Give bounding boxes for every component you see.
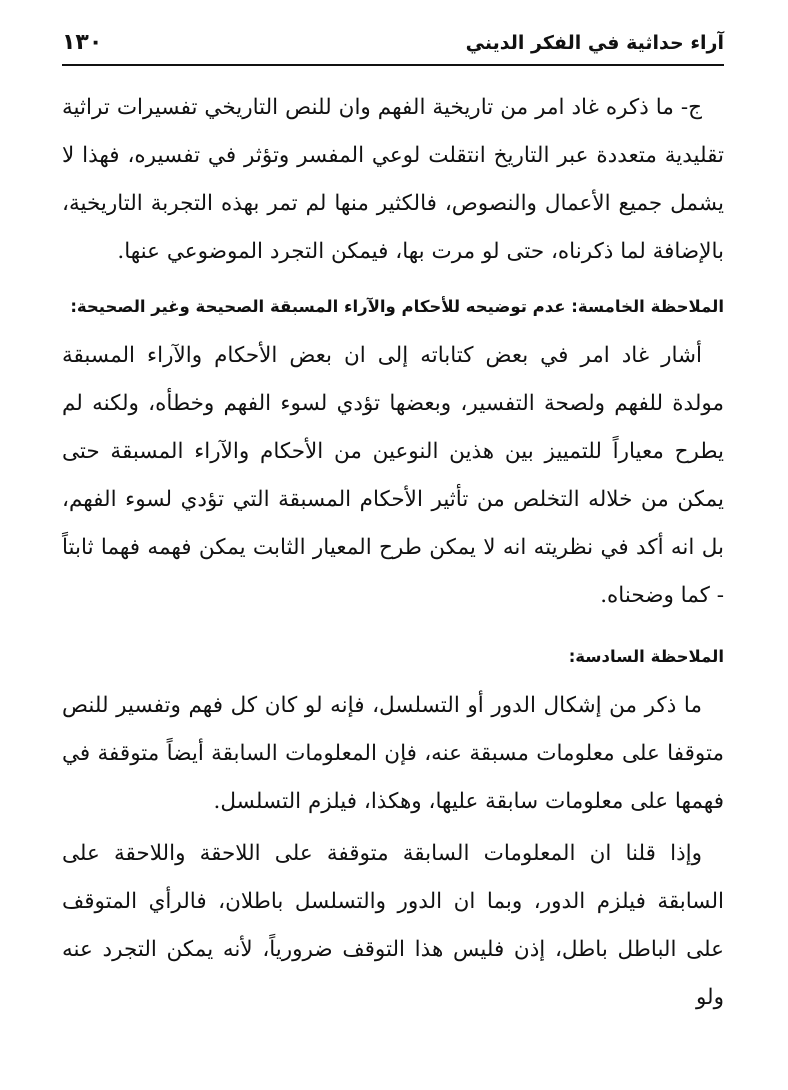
paragraph-fifth-note: أشار غاد امر في بعض كتاباته إلى ان بعض الأحكام والآراء المسبقة مولدة للفهم ولصحة التفسير، وبعضها تؤدي لسوء الفهم وخطأه، ولكنه لم يطرح معياراً للتمييز بين هذين النوعين من الأحكام والآراء المسبقة حتى يمكن من خلاله التخلص من تأثير الأحكام المسبقة التي تؤدي لسوء الفهم، بل انه أكد في نظريته انه لا يمكن طرح المعيار الثابت يمكن فهمه فهما ثابتاً - كما وضحناه. (62, 343, 724, 608)
section-heading-fifth-note: الملاحظة الخامسة: عدم توضيحه للأحكام والآراء المسبقة الصحيحة وغير الصحيحة: (70, 297, 724, 316)
paragraph-circularity: وإذا قلنا ان المعلومات السابقة متوقفة على اللاحقة واللاحقة على السابقة فيلزم الدور، وبما ان الدور والتسلسل باطلان، فالرأي المتوقف على الباطل باطل، إذن فليس هذا التوقف ضرورياً، لأنه يمكن التجرد عنه ولو (62, 841, 724, 1010)
paragraph-sixth-note: ما ذكر من إشكال الدور أو التسلسل، فإنه لو كان كل فهم وتفسير للنص متوقفا على معلومات مسبقة عنه، فإن المعلومات السابقة أيضاً متوقفة في فهمها على معلومات سابقة عليها، وهكذا، فيلزم التسلسل. (62, 693, 724, 814)
running-header (62, 30, 724, 66)
header-title: آراء حداثية في الفكر الديني (465, 32, 724, 54)
paragraph-c-point: ج- ما ذكره غاد امر من تاريخية الفهم وان للنص التاريخي تفسيرات تراثية تقليدية متعددة عبر التاريخ انتقلت لوعي المفسر وتؤثر في تفسيره، فهذا لا يشمل جميع الأعمال والنصوص، فالكثير منها لم تمر بهذه التجربة التاريخية، بالإضافة لما ذكرناه، حتى لو مرت بها، فيمكن التجرد الموضوعي عنها. (62, 95, 724, 264)
body-text (62, 84, 724, 1022)
page-number: ١٣٠ (62, 30, 103, 55)
section-heading-sixth-note: الملاحظة السادسة: (568, 647, 724, 666)
